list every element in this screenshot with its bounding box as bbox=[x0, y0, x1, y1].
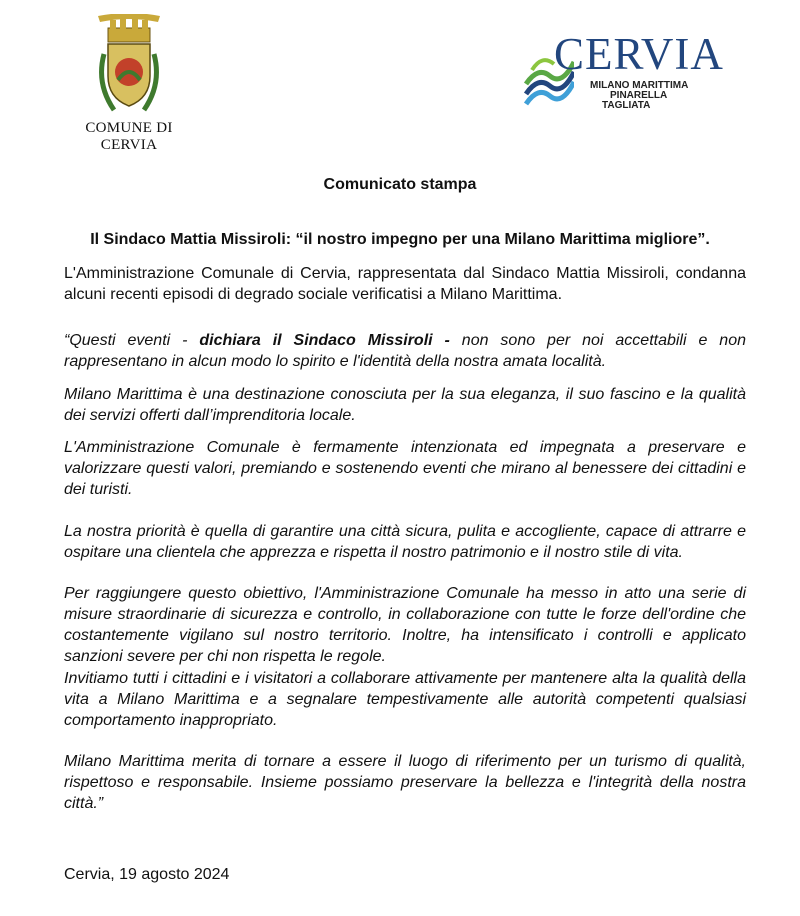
paragraph-1: L'Amministrazione Comunale di Cervia, rappresentata dal Sindaco Mattia Missiroli, condanna alcuni recenti episodi di degrado sociale verificatisi a Milano Marittima. bbox=[64, 265, 746, 303]
brand-subtitle-line-2: PINARELLA bbox=[610, 90, 668, 101]
paragraph-7: Invitiamo tutti i cittadini e i visitatori a collaborare attivamente per mantenere alta la qualità della vita a Milano Marittima e a segnalare tempestivamente alle autorità competenti qualsiasi comportamento inappropriato. bbox=[64, 670, 746, 729]
brand-subtitle-line-3: TAGLIATA bbox=[602, 100, 651, 111]
cervia-brand-logo bbox=[524, 28, 724, 118]
brand-subtitle-line-1: MILANO MARITTIMA bbox=[590, 80, 689, 91]
press-release-title: Il Sindaco Mattia Missiroli: “il nostro impegno per una Milano Marittima migliore”. bbox=[90, 231, 710, 248]
coat-of-arms-icon bbox=[94, 14, 164, 118]
paragraph-8: Milano Marittima merita di tornare a essere il luogo di riferimento per un turismo di qualità, rispettoso e responsabile. Insieme possiamo preservare la bellezza e l'integrità della nostra città.” bbox=[64, 753, 746, 812]
paragraph-2 bbox=[64, 330, 746, 372]
comune-di-cervia-caption: COMUNE DI CERVIA bbox=[85, 120, 173, 153]
paragraph-2-speaker: dichiara il Sindaco Missiroli - bbox=[199, 332, 450, 349]
press-release-heading: Comunicato stampa bbox=[323, 176, 477, 193]
comune-di-cervia-logo bbox=[58, 14, 200, 153]
paragraph-2-start: “Questi eventi - bbox=[64, 332, 200, 349]
cervia-wordmark: CERVIA bbox=[554, 29, 724, 79]
paragraph-5: La nostra priorità è quella di garantire una città sicura, pulita e accogliente, capace di attrarre e ospitare una clientela che apprezza e rispetta il nostro patrimonio e il nostro stile di vita. bbox=[64, 523, 746, 561]
paragraph-6: Per raggiungere questo obiettivo, l'Amministrazione Comunale ha messo in atto una serie di misure straordinarie di sicurezza e controllo, in collaborazione con tutte le forze dell'ordine che costantemente vigilano sul nostro territorio. Inoltre, ha intensificato i controlli e applicato sanzioni severe per chi non rispetta le regole. bbox=[64, 585, 746, 665]
paragraph-4: L'Amministrazione Comunale è fermamente intenzionata ed impegnata a preservare e valorizzare questi valori, premiando e sostenendo eventi che mirano al benessere dei cittadini e dei turisti. bbox=[64, 439, 746, 498]
date-line: Cervia, 19 agosto 2024 bbox=[64, 866, 230, 883]
paragraph-2-end: non sono per noi accettabili e non rappresentano in alcun modo lo spirito e l'identità della nostra amata località. bbox=[64, 332, 747, 370]
paragraph-3: Milano Marittima è una destinazione conosciuta per la sua eleganza, il suo fascino e la qualità dei servizi offerti dall’imprenditoria locale. bbox=[64, 386, 746, 424]
